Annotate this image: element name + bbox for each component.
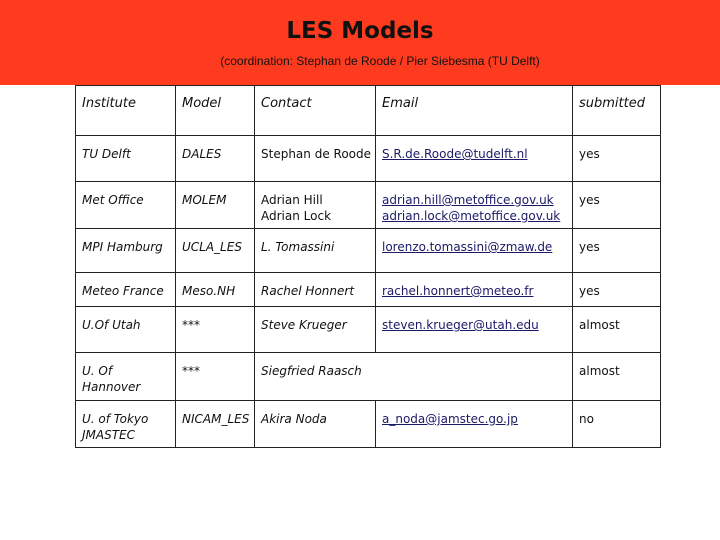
cell-model: Meso.NH	[176, 273, 255, 307]
header-banner	[0, 0, 720, 85]
cell-contact: Akira Noda	[255, 401, 376, 448]
cell-email-link[interactable]: rachel.honnert@meteo.fr	[376, 273, 573, 307]
cell-submitted: almost	[573, 353, 661, 401]
cell-submitted: almost	[573, 307, 661, 353]
cell-contact: Rachel Honnert	[255, 273, 376, 307]
cell-submitted: yes	[573, 273, 661, 307]
cell-model: ***	[176, 353, 255, 401]
cell-submitted: no	[573, 401, 661, 448]
cell-institute: Meteo France	[76, 273, 176, 307]
cell-contact: L. Tomassini	[255, 229, 376, 273]
header-email: Email	[376, 86, 573, 136]
cell-contact: Siegfried Raasch	[255, 353, 376, 401]
cell-contact: Steve Krueger	[255, 307, 376, 353]
table-row	[76, 182, 661, 229]
cell-model: MOLEM	[176, 182, 255, 229]
cell-email-link[interactable]	[376, 353, 573, 401]
cell-email-link[interactable]: S.R.de.Roode@tudelft.nl	[376, 136, 573, 182]
cell-institute: Met Office	[76, 182, 176, 229]
cell-submitted: yes	[573, 182, 661, 229]
cell-email-link[interactable]: steven.krueger@utah.edu	[376, 307, 573, 353]
cell-submitted: yes	[573, 229, 661, 273]
header-institute: Institute	[76, 86, 176, 136]
table-row	[76, 307, 661, 353]
table-row	[76, 136, 661, 182]
slide-subtitle: (coordination: Stephan de Roode / Pier Siebesma (TU Delft)	[220, 54, 540, 68]
table-row	[76, 229, 661, 273]
header-submitted: submitted	[573, 86, 661, 136]
cell-contact: Stephan de Roode	[255, 136, 376, 182]
les-models-table	[75, 85, 661, 448]
header-contact: Contact	[255, 86, 376, 136]
cell-email-link[interactable]: a_noda@jamstec.go.jp	[376, 401, 573, 448]
table-row	[76, 353, 661, 401]
slide-title: LES Models	[286, 18, 434, 44]
cell-model: DALES	[176, 136, 255, 182]
cell-institute: U.Of Utah	[76, 307, 176, 353]
cell-model: ***	[176, 307, 255, 353]
cell-institute: MPI Hamburg	[76, 229, 176, 273]
table-header-row	[76, 86, 661, 136]
cell-institute: U. Of Hannover	[76, 353, 176, 401]
cell-model: NICAM_LES	[176, 401, 255, 448]
cell-submitted: yes	[573, 136, 661, 182]
table-row	[76, 273, 661, 307]
table-row	[76, 401, 661, 448]
header-model: Model	[176, 86, 255, 136]
cell-institute: U. of Tokyo JMASTEC	[76, 401, 176, 448]
cell-email-link[interactable]: adrian.hill@metoffice.gov.uk adrian.lock@metoffice.gov.uk	[376, 182, 573, 229]
cell-model: UCLA_LES	[176, 229, 255, 273]
cell-email-link[interactable]: lorenzo.tomassini@zmaw.de	[376, 229, 573, 273]
cell-contact: Adrian Hill Adrian Lock	[255, 182, 376, 229]
cell-institute: TU Delft	[76, 136, 176, 182]
